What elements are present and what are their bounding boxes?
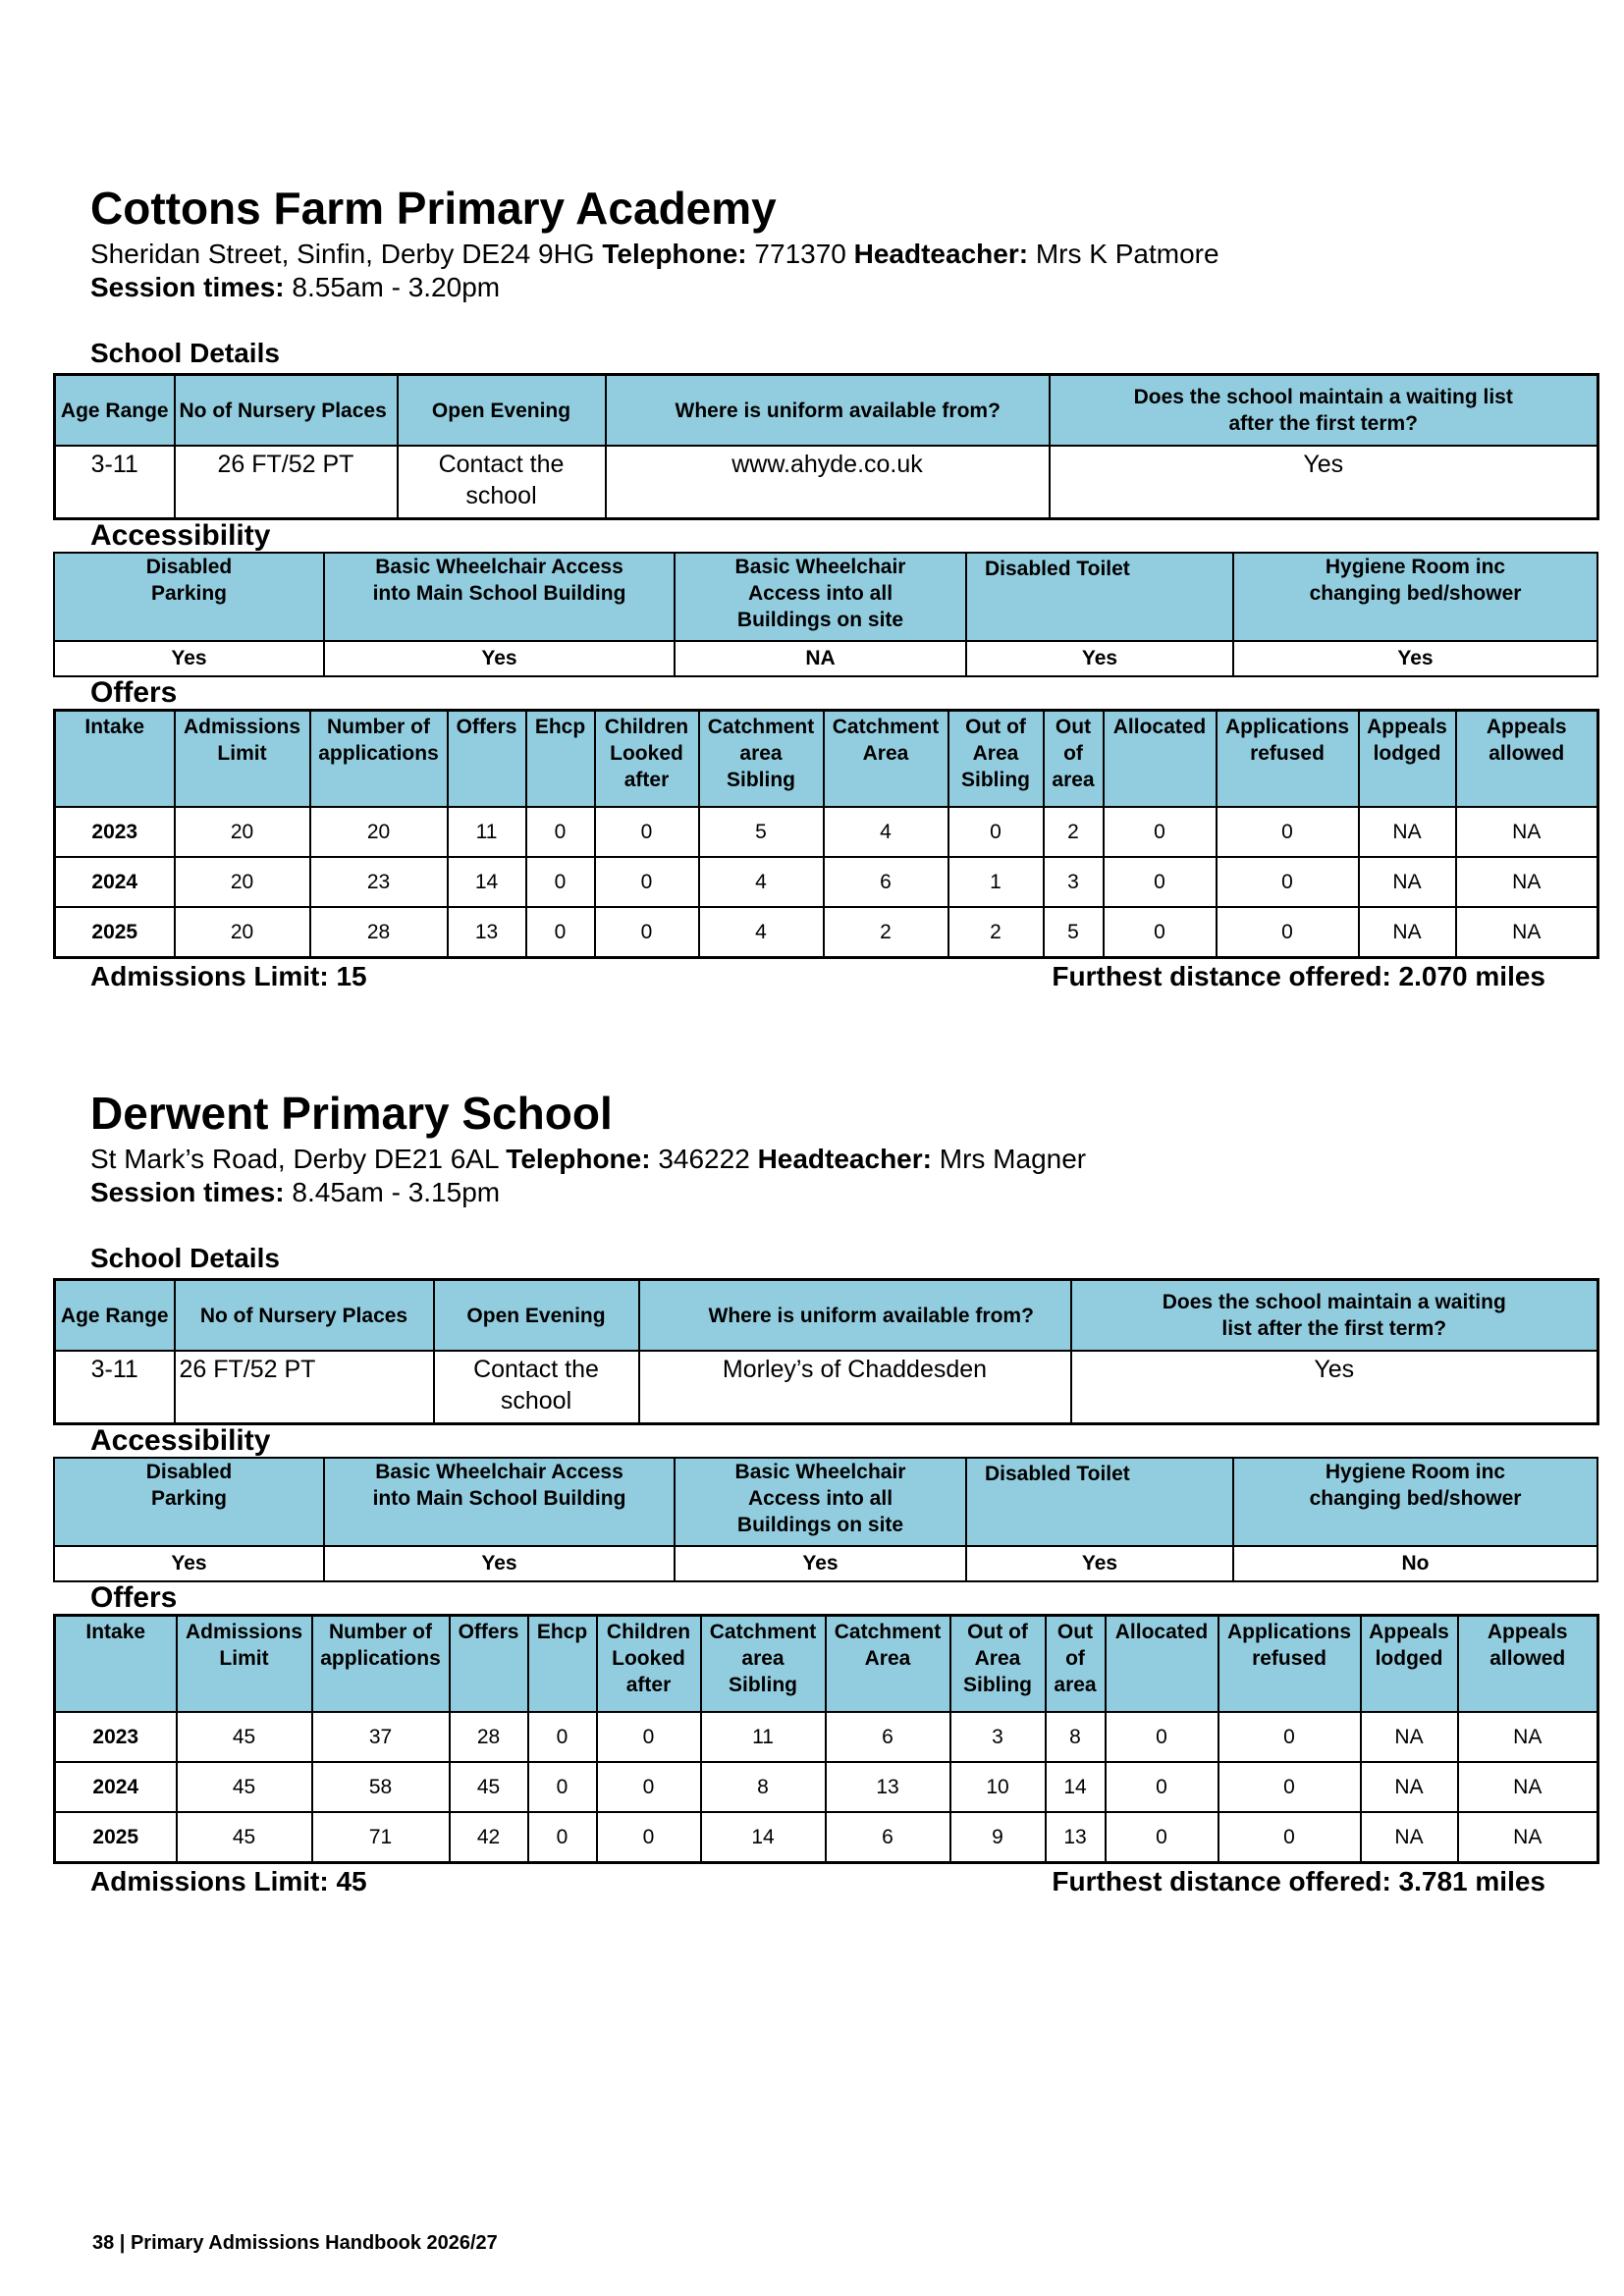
cell-nursery-places: 26 FT/52 PT	[175, 1351, 434, 1424]
cell-open-evening: Contact the school	[434, 1351, 639, 1424]
cell: 11	[448, 807, 526, 857]
header-offers: Offers	[450, 1616, 528, 1713]
cell: 5	[1044, 907, 1104, 958]
header-ehcp: Ehcp	[526, 711, 595, 808]
cell: NA	[1359, 857, 1456, 907]
header-allocated: Allocated	[1104, 711, 1217, 808]
cell: 0	[1106, 1812, 1218, 1863]
address: Sheridan Street, Sinfin, Derby DE24 9HG	[90, 239, 595, 269]
cell: 0	[595, 857, 699, 907]
header-waiting-list: Does the school maintain a waiting list after the first term?	[1050, 375, 1598, 447]
address: St Mark’s Road, Derby DE21 6AL	[90, 1144, 499, 1174]
furthest-distance: Furthest distance offered: 3.781 miles	[1052, 1866, 1545, 1896]
cell-uniform: Morley’s of Chaddesden	[639, 1351, 1071, 1424]
cell-disabled-toilet: Yes	[966, 1546, 1233, 1581]
cell-intake: 2024	[55, 1762, 177, 1812]
cell-wheelchair-main: Yes	[324, 641, 675, 676]
cell: 0	[1104, 807, 1217, 857]
cell-wheelchair-all: NA	[675, 641, 966, 676]
header-intake: Intake	[55, 711, 175, 808]
cell: 11	[701, 1712, 826, 1762]
session-times-label: Session times:	[90, 272, 285, 302]
cell-open-evening: Contact the school	[398, 446, 606, 519]
cell: 45	[450, 1762, 528, 1812]
table-row	[55, 1762, 1598, 1812]
cell: 0	[1217, 807, 1359, 857]
header-out-of-area: Out of area	[1044, 711, 1104, 808]
header-appeals-allowed: Appeals allowed	[1456, 711, 1598, 808]
cell: NA	[1359, 907, 1456, 958]
summary-line	[90, 1866, 1545, 1897]
cell: NA	[1359, 807, 1456, 857]
table-row	[55, 1812, 1598, 1863]
header-appeals-allowed: Appeals allowed	[1458, 1616, 1598, 1713]
cell: 0	[1104, 907, 1217, 958]
offers-table	[53, 709, 1599, 959]
cell: 10	[950, 1762, 1046, 1812]
session-times-value: 8.55am - 3.20pm	[292, 272, 501, 302]
header-nursery-places: No of Nursery Places	[175, 1280, 434, 1352]
cell: 0	[1104, 857, 1217, 907]
cell-age-range: 3-11	[55, 446, 175, 519]
offers-label: Offers	[90, 1581, 178, 1614]
header-uniform: Where is uniform available from?	[639, 1280, 1071, 1352]
header-admissions-limit: Admissions Limit	[175, 711, 310, 808]
header-out-area-sibling: Out of Area Sibling	[950, 1616, 1046, 1713]
cell: 0	[1217, 907, 1359, 958]
cell: 28	[450, 1712, 528, 1762]
header-out-of-area: Out of area	[1046, 1616, 1106, 1713]
header-appeals-lodged: Appeals lodged	[1359, 711, 1456, 808]
telephone-value: 771370	[754, 239, 846, 269]
cell-nursery-places: 26 FT/52 PT	[175, 446, 398, 519]
header-appeals-lodged: Appeals lodged	[1361, 1616, 1458, 1713]
cell: 0	[526, 857, 595, 907]
cell: 3	[950, 1712, 1046, 1762]
session-times-label: Session times:	[90, 1177, 285, 1207]
cell: 0	[1218, 1712, 1361, 1762]
school-address-line	[90, 238, 1597, 271]
offers-header-row	[55, 1616, 1598, 1713]
header-age-range: Age Range	[55, 1280, 175, 1352]
page-footer: 38 | Primary Admissions Handbook 2026/27	[92, 2232, 498, 2254]
furthest-distance: Furthest distance offered: 2.070 miles	[1052, 961, 1545, 991]
cell: 5	[699, 807, 824, 857]
school-section-derwent	[53, 1088, 1597, 1897]
school-details-label: School Details	[90, 338, 280, 368]
cell: 0	[528, 1762, 597, 1812]
telephone-value: 346222	[658, 1144, 750, 1174]
cell: NA	[1456, 907, 1598, 958]
cell: 6	[826, 1812, 950, 1863]
cell-uniform: www.ahyde.co.uk	[606, 446, 1050, 519]
school-address-line	[90, 1143, 1597, 1176]
school-details-table	[53, 373, 1599, 520]
accessibility-table	[53, 1457, 1598, 1582]
telephone-label: Telephone:	[506, 1144, 651, 1174]
cell-intake: 2023	[55, 1712, 177, 1762]
cell: 0	[526, 807, 595, 857]
cell: 13	[448, 907, 526, 958]
cell: NA	[1458, 1712, 1598, 1762]
header-disabled-parking: Disabled Parking	[54, 1458, 324, 1546]
cell: 45	[177, 1762, 312, 1812]
header-hygiene-room: Hygiene Room inc changing bed/shower	[1233, 553, 1597, 641]
table-row	[55, 1712, 1598, 1762]
cell: 45	[177, 1712, 312, 1762]
cell-wheelchair-main: Yes	[324, 1546, 675, 1581]
header-allocated: Allocated	[1106, 1616, 1218, 1713]
cell: 0	[1106, 1762, 1218, 1812]
header-catchment-area: Catchment Area	[824, 711, 948, 808]
header-hygiene-room: Hygiene Room inc changing bed/shower	[1233, 1458, 1597, 1546]
school-name: Derwent Primary School	[90, 1088, 613, 1139]
header-intake: Intake	[55, 1616, 177, 1713]
cell: 2	[1044, 807, 1104, 857]
cell-age-range: 3-11	[55, 1351, 175, 1424]
cell: 20	[175, 907, 310, 958]
cell: 20	[175, 857, 310, 907]
cell: 2	[824, 907, 948, 958]
school-section-cottons-farm	[53, 183, 1597, 992]
cell: 0	[1106, 1712, 1218, 1762]
cell: 3	[1044, 857, 1104, 907]
cell: 0	[597, 1812, 701, 1863]
cell: 14	[1046, 1762, 1106, 1812]
header-catchment-sibling: Catchment area Sibling	[699, 711, 824, 808]
cell: 0	[597, 1762, 701, 1812]
cell: NA	[1458, 1762, 1598, 1812]
cell: NA	[1361, 1712, 1458, 1762]
header-refused: Applications refused	[1218, 1616, 1361, 1713]
header-disabled-toilet: Disabled Toilet	[966, 553, 1233, 641]
school-details-label: School Details	[90, 1243, 280, 1273]
cell: 0	[1218, 1812, 1361, 1863]
cell: NA	[1456, 807, 1598, 857]
cell: 4	[699, 857, 824, 907]
cell: 28	[310, 907, 448, 958]
cell: 0	[526, 907, 595, 958]
header-applications: Number of applications	[312, 1616, 450, 1713]
cell: NA	[1361, 1812, 1458, 1863]
header-out-area-sibling: Out of Area Sibling	[948, 711, 1044, 808]
cell: NA	[1361, 1762, 1458, 1812]
header-open-evening: Open Evening	[398, 375, 606, 447]
header-age-range: Age Range	[55, 375, 175, 447]
accessibility-table	[53, 552, 1598, 677]
header-applications: Number of applications	[310, 711, 448, 808]
headteacher-label: Headteacher:	[757, 1144, 932, 1174]
offers-label: Offers	[90, 676, 178, 709]
cell: 0	[595, 807, 699, 857]
school-name: Cottons Farm Primary Academy	[90, 183, 777, 234]
cell-intake: 2023	[55, 807, 175, 857]
cell: 14	[701, 1812, 826, 1863]
cell-disabled-parking: Yes	[54, 1546, 324, 1581]
cell: 58	[312, 1762, 450, 1812]
cell-intake: 2025	[55, 1812, 177, 1863]
header-open-evening: Open Evening	[434, 1280, 639, 1352]
cell: 6	[826, 1712, 950, 1762]
cell: 2	[948, 907, 1044, 958]
cell: NA	[1456, 857, 1598, 907]
header-offers: Offers	[448, 711, 526, 808]
table-row	[55, 807, 1598, 857]
school-details-table	[53, 1278, 1599, 1425]
cell: 42	[450, 1812, 528, 1863]
cell: 8	[1046, 1712, 1106, 1762]
headteacher-value: Mrs Magner	[939, 1144, 1087, 1174]
cell-waiting-list: Yes	[1050, 446, 1598, 519]
headteacher-label: Headteacher:	[853, 239, 1029, 269]
headteacher-value: Mrs K Patmore	[1035, 239, 1219, 269]
cell: 23	[310, 857, 448, 907]
admissions-limit: Admissions Limit: 45	[90, 1866, 367, 1896]
header-catchment-area: Catchment Area	[826, 1616, 950, 1713]
accessibility-label: Accessibility	[90, 1424, 271, 1457]
cell: 14	[448, 857, 526, 907]
header-disabled-parking: Disabled Parking	[54, 553, 324, 641]
cell: 0	[528, 1712, 597, 1762]
telephone-label: Telephone:	[602, 239, 747, 269]
cell: 0	[597, 1712, 701, 1762]
cell: 13	[826, 1762, 950, 1812]
cell-waiting-list: Yes	[1071, 1351, 1598, 1424]
cell-intake: 2024	[55, 857, 175, 907]
cell: 0	[1218, 1762, 1361, 1812]
accessibility-label: Accessibility	[90, 519, 271, 552]
header-wheelchair-all: Basic Wheelchair Access into all Buildings on site	[675, 553, 966, 641]
header-admissions-limit: Admissions Limit	[177, 1616, 312, 1713]
cell: 4	[699, 907, 824, 958]
cell: 4	[824, 807, 948, 857]
header-waiting-list: Does the school maintain a waiting list after the first term?	[1071, 1280, 1598, 1352]
cell: 0	[528, 1812, 597, 1863]
cell-hygiene-room: No	[1233, 1546, 1597, 1581]
cell: 0	[948, 807, 1044, 857]
header-wheelchair-main: Basic Wheelchair Access into Main School Building	[324, 1458, 675, 1546]
cell-wheelchair-all: Yes	[675, 1546, 966, 1581]
header-looked-after: Children Looked after	[597, 1616, 701, 1713]
cell: 8	[701, 1762, 826, 1812]
cell: 1	[948, 857, 1044, 907]
header-disabled-toilet: Disabled Toilet	[966, 1458, 1233, 1546]
session-times-line	[90, 271, 1597, 304]
cell: 9	[950, 1812, 1046, 1863]
cell: 20	[175, 807, 310, 857]
cell: 37	[312, 1712, 450, 1762]
session-times-value: 8.45am - 3.15pm	[292, 1177, 501, 1207]
cell: 0	[1217, 857, 1359, 907]
header-ehcp: Ehcp	[528, 1616, 597, 1713]
cell: 13	[1046, 1812, 1106, 1863]
table-row	[55, 857, 1598, 907]
cell-disabled-parking: Yes	[54, 641, 324, 676]
admissions-limit: Admissions Limit: 15	[90, 961, 367, 991]
cell: NA	[1458, 1812, 1598, 1863]
header-nursery-places: No of Nursery Places	[175, 375, 398, 447]
table-row	[55, 907, 1598, 958]
cell: 0	[595, 907, 699, 958]
session-times-line	[90, 1176, 1597, 1209]
header-refused: Applications refused	[1217, 711, 1359, 808]
cell-hygiene-room: Yes	[1233, 641, 1597, 676]
header-wheelchair-main: Basic Wheelchair Access into Main School Building	[324, 553, 675, 641]
offers-header-row	[55, 711, 1598, 808]
cell: 20	[310, 807, 448, 857]
cell-intake: 2025	[55, 907, 175, 958]
header-looked-after: Children Looked after	[595, 711, 699, 808]
header-wheelchair-all: Basic Wheelchair Access into all Buildings on site	[675, 1458, 966, 1546]
summary-line	[90, 961, 1545, 992]
cell: 6	[824, 857, 948, 907]
cell: 71	[312, 1812, 450, 1863]
offers-table	[53, 1614, 1599, 1864]
header-catchment-sibling: Catchment area Sibling	[701, 1616, 826, 1713]
cell: 45	[177, 1812, 312, 1863]
cell-disabled-toilet: Yes	[966, 641, 1233, 676]
header-uniform: Where is uniform available from?	[606, 375, 1050, 447]
